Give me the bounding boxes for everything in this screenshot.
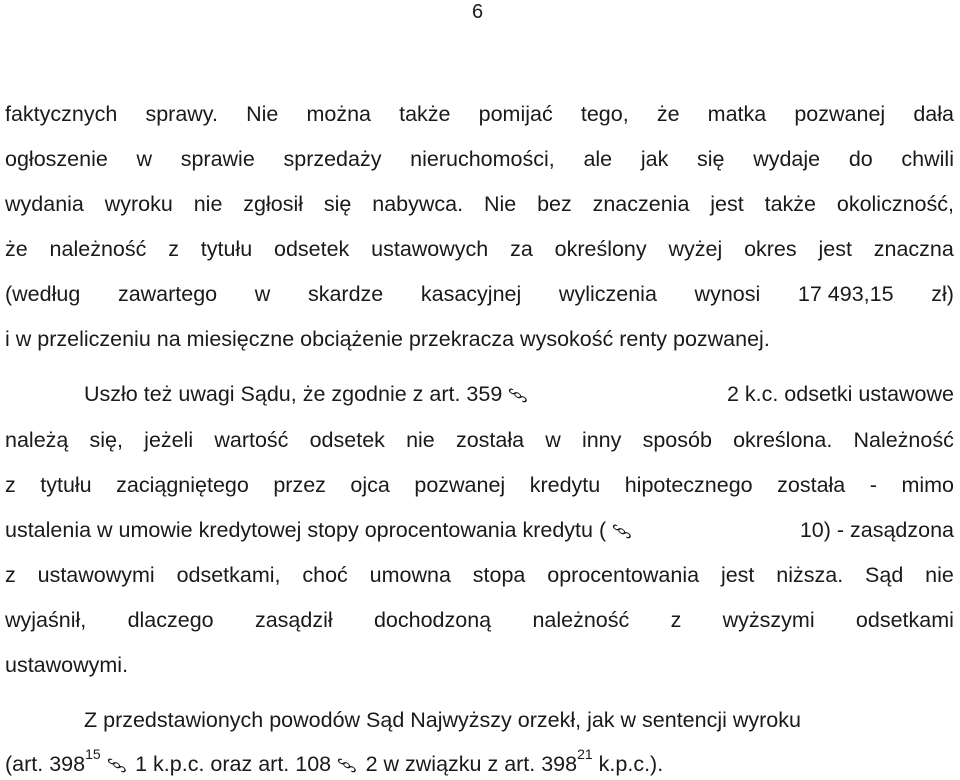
page-number: 6 [472, 1, 484, 23]
word: się, [89, 428, 123, 452]
word: sprzedaży [283, 147, 382, 171]
word: wynosi [694, 282, 761, 306]
word: Nie [483, 192, 517, 216]
text-line-15 [5, 746, 954, 780]
word: wydania [5, 192, 84, 216]
word: ojca [350, 473, 390, 497]
text-line-6: i w przeliczeniu na miesięczne obciążenie przekracza wysokość renty pozwanej. [5, 327, 770, 351]
word: jest [720, 563, 755, 587]
word: odsetkami [855, 608, 954, 632]
word: w [254, 282, 271, 306]
word: należność [49, 237, 147, 261]
word: bez [537, 192, 572, 216]
word: stopa [472, 563, 526, 587]
word: niższa. [776, 563, 844, 587]
word: Należność [853, 428, 954, 452]
text-line-15a: (art. 398 [5, 752, 86, 776]
word: dlaczego [127, 608, 214, 632]
word: oprocentowania [547, 563, 700, 587]
word: wydaje [753, 147, 821, 171]
word: została [777, 473, 846, 497]
word: określony [554, 237, 647, 261]
text-line-3 [5, 190, 954, 218]
word: jak [640, 147, 669, 171]
word: sposób [642, 428, 712, 452]
word: że [656, 102, 680, 126]
word: znaczna [873, 237, 954, 261]
word: z [670, 608, 682, 632]
word: (według [5, 282, 81, 306]
word: jest [818, 237, 852, 261]
word: zł) [931, 282, 954, 306]
word: mimo [901, 473, 954, 497]
word: znaczenia [592, 192, 690, 216]
word: należą [5, 428, 69, 452]
word: odsetek [274, 237, 350, 261]
word: hipotecznego [624, 473, 753, 497]
word: do [848, 147, 873, 171]
text-line-15c: 2 w związku z art. 398 [365, 752, 578, 776]
word: Nie [246, 102, 279, 126]
word: zaciągniętego [116, 473, 249, 497]
text-line-2 [5, 145, 954, 173]
word: kredytu [529, 473, 601, 497]
word: się [323, 192, 352, 216]
word: pozwanej [414, 473, 506, 497]
text-line-7b: 2 k.c. odsetki ustawowe [726, 382, 954, 406]
word: faktycznych [5, 102, 118, 126]
word: okoliczność, [836, 192, 954, 216]
text-line-4 [5, 235, 954, 263]
word: nie [406, 428, 435, 452]
text-line-7a: Uszło też uwagi Sądu, że zgodnie z art. 359 [84, 382, 503, 406]
word: ale [583, 147, 613, 171]
word: że [5, 237, 28, 261]
section-symbol: § [332, 754, 361, 777]
word: jest [710, 192, 744, 216]
word: wartość [214, 428, 289, 452]
word: przez [273, 473, 326, 497]
section-symbol: § [503, 384, 532, 407]
word: za [510, 237, 533, 261]
word: dochodzoną [373, 608, 492, 632]
text-line-15d: k.p.c.). [598, 752, 664, 776]
word: skardze [307, 282, 384, 306]
word: nie [193, 192, 223, 216]
superscript-21: 21 [577, 746, 593, 762]
word: okres [744, 237, 797, 261]
section-symbol: § [607, 520, 636, 543]
word: z [5, 563, 16, 587]
text-line-13: ustawowymi. [5, 653, 129, 677]
word: wyjaśnił, [5, 608, 87, 632]
section-symbol: § [101, 754, 131, 777]
text-line-10 [5, 516, 954, 544]
word: ogłoszenie [5, 147, 108, 171]
word: pomijać [478, 102, 553, 126]
word: odsetek [309, 428, 385, 452]
word: matka [707, 102, 767, 126]
word: pozwanej [794, 102, 886, 126]
word: Sąd [865, 563, 904, 587]
word: 17 493,15 [797, 282, 894, 306]
word: tego, [580, 102, 629, 126]
word: się [697, 147, 725, 171]
word: sprawy. [145, 102, 218, 126]
text-line-7 [84, 380, 954, 408]
word: także [764, 192, 816, 216]
word: dała [913, 102, 954, 126]
word: sprawie [180, 147, 255, 171]
word: nabywca. [372, 192, 464, 216]
word: wyroku [104, 192, 173, 216]
word: wyżej [668, 237, 723, 261]
text-line-14: Z przedstawionych powodów Sąd Najwyższy orzekł, jak w sentencji wyroku [84, 708, 801, 732]
word: choć [302, 563, 348, 587]
text-line-9 [5, 471, 954, 499]
text-line-10b: 10) - zasądzona [799, 518, 954, 542]
word: - [869, 473, 877, 497]
word: z [5, 473, 16, 497]
text-line-1 [5, 100, 954, 128]
word: w [545, 428, 561, 452]
word: zgłosił [243, 192, 304, 216]
word: kasacyjnej [420, 282, 522, 306]
word: inny [581, 428, 622, 452]
word: jeżeli [144, 428, 194, 452]
word: można [306, 102, 371, 126]
word: zawartego [117, 282, 218, 306]
word: nie [925, 563, 954, 587]
text-line-15b: 1 k.p.c. oraz art. 108 [135, 752, 332, 776]
text-line-11 [5, 561, 954, 589]
word: wyższymi [722, 608, 815, 632]
word: chwili [901, 147, 954, 171]
word: należność [532, 608, 630, 632]
text-line-8 [5, 426, 954, 454]
word: nieruchomości, [410, 147, 555, 171]
word: zasądził [254, 608, 333, 632]
word: ustawowych [371, 237, 489, 261]
text-line-12 [5, 606, 954, 634]
word: ustawowymi [37, 563, 155, 587]
word: określona. [733, 428, 833, 452]
word: w [136, 147, 153, 171]
word: umowna [369, 563, 451, 587]
word: odsetkami, [176, 563, 281, 587]
text-line-10a: ustalenia w umowie kredytowej stopy oprocentowania kredytu ( [5, 518, 607, 542]
word: tytułu [40, 473, 92, 497]
superscript-15: 15 [85, 746, 101, 762]
word: z [168, 237, 179, 261]
text-line-5 [5, 280, 954, 308]
word: tytułu [200, 237, 253, 261]
word: wyliczenia [558, 282, 657, 306]
word: także [399, 102, 451, 126]
word: została [455, 428, 525, 452]
